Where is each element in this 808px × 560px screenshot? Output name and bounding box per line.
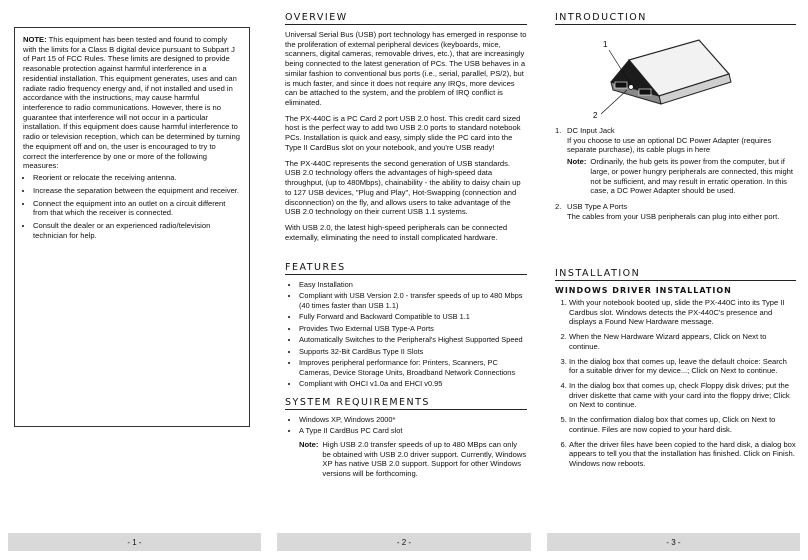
callout-1: 1	[603, 40, 608, 49]
fcc-note-text: This equipment has been tested and found to comply with the limits for a Class B digital device pursuant to Subpart J of Part 15 of FCC Rules. These limits are designed to provide reasonable protection against harmful interference in a residential installation. This equipment generates, uses and can radiate radio frequency energy and, if not installed and used in accordance with the instructions, may cause harmful interference to radio communications. However, there is no guarantee that interference will not occur in a particular installation. If this equipment does cause harmful interference to radio or television reception, which can be determined by turning the equipment off and on, the user is encouraged to try to correct the interference by one or more of the following measures:	[23, 35, 240, 171]
feature-item: • Fully Forward and Backward Compatible to USB 1.1	[299, 312, 527, 321]
item-text: If you choose to use an optional DC Power Adapter (requires separate purchase), its cable plugs in here	[567, 135, 772, 155]
note-label: Note:	[299, 439, 319, 449]
page-number: - 3 -	[666, 537, 681, 547]
install-step: 3. In the dialog box that comes up, leave the default choice: Search for a suitable driver for my device...; Click on Next to continue.	[569, 357, 796, 376]
feature-item: • Easy Installation	[299, 280, 527, 289]
item-title: DC Input Jack	[567, 126, 615, 135]
fcc-measure: • Reorient or relocate the receiving antenna.	[33, 173, 241, 183]
feature-item: • Compliant with USB Version 2.0 - transfer speeds of up to 480 Mbps (40 times faster than USB 1.1)	[299, 291, 527, 310]
dc-jack-icon	[629, 85, 634, 90]
usb-port-icon	[615, 82, 627, 88]
installation-section	[555, 268, 796, 474]
intro-item-2	[555, 202, 796, 221]
feature-item: • Provides Two External USB Type-A Ports	[299, 324, 527, 333]
driver-installation-heading: WINDOWS DRIVER INSTALLATION	[555, 286, 732, 295]
overview-paragraph: The PX-440C is a PC Card 2 port USB 2.0 host. This credit card sized host is the perfect way to add two USB 2.0 ports to standard notebook PCs. Installation is quick and easy, simply slide the PC card into the Type II CardBus slot on your notebook, and you're USB ready!	[285, 113, 521, 152]
feature-item: • Automatically Switches to the Peripheral's Highest Supported Speed	[299, 335, 527, 344]
sysreq-note	[299, 440, 527, 479]
pc-card-illustration	[579, 32, 759, 122]
feature-item: • Improves peripheral performance for: Printers, Scanners, PC Cameras, Device Storage Units, Broadband Network Connections	[299, 358, 527, 377]
install-step: 6. After the driver files have been copied to the hard disk, a dialog box appears to tell you that the installation has finished. Click on Finish. Windows now reboots.	[569, 440, 796, 469]
sysreq-item: • A Type II CardBus PC Card slot	[299, 426, 527, 435]
intro-item-1	[555, 126, 796, 196]
overview-heading: OVERVIEW	[285, 12, 348, 23]
note-text: High USB 2.0 transfer speeds of up to 480 MBps can only be obtained with USB 2.0 driver support. Currently, Windows XP has native USB 2.0 support. Support for other Windows versions will be forthcoming.	[322, 439, 527, 479]
fcc-measure: • Increase the separation between the equipment and receiver.	[33, 186, 241, 196]
features-section	[285, 262, 527, 393]
introduction-heading: INTRODUCTION	[555, 12, 647, 23]
item-number: 1.	[555, 126, 562, 135]
install-step: 4. In the dialog box that comes up, check Floppy disk drives; put the driver diskette that came with your card into the floppy drive; Click on Next to continue.	[569, 381, 796, 410]
page-number: - 2 -	[396, 537, 412, 547]
usb-port-icon	[639, 89, 651, 95]
heading-rule	[285, 274, 527, 275]
page-1	[0, 0, 269, 560]
overview-paragraph: With USB 2.0, the latest high-speed peripherals can be connected externally, eliminating the need to install complicated hardware.	[285, 222, 508, 242]
install-step: 5. In the confirmation dialog box that comes up, Click on Next to continue. Files are now copied to your hard disk.	[569, 415, 796, 434]
installation-heading: INSTALLATION	[555, 268, 641, 279]
feature-item: • Compliant with OHCI v1.0a and EHCI v0.95	[299, 379, 527, 388]
fcc-note	[23, 35, 241, 171]
item-title: USB Type A Ports	[567, 202, 628, 212]
page-number: - 1 -	[127, 537, 142, 547]
note-text: Ordinarily, the hub gets its power from the computer, but if large, or power hungry peripherals are connected, this might not be sufficient, and may result in erratic operation. In this case, a DC Power Adapter should be used.	[590, 157, 794, 196]
fcc-notice-box	[14, 27, 250, 427]
item-text: The cables from your USB peripherals can plug into either port.	[567, 211, 780, 221]
fcc-measure: • Consult the dealer or an experienced radio/television technician for help.	[33, 221, 241, 240]
fcc-measure: • Connect the equipment into an outlet on a circuit different from that which the receiver is connected.	[33, 199, 241, 218]
features-list	[285, 280, 527, 389]
page-3	[539, 0, 808, 560]
fcc-measures-list	[23, 173, 241, 240]
overview-paragraph: The PX-440C represents the second generation of USB standards. USB 2.0 technology offers the advantages of high-speed data throughput, (up to 480Mbps), chainability - the ability to daisy chain up to 127 USB devices, "Plug and Play", Hot-Swapping (connection and disconnection) on the fly, and allows users to take advantage of the USB 2.0 technology on their current USB 1.1 systems.	[285, 158, 521, 217]
installation-steps	[555, 298, 796, 469]
sysreq-item: • Windows XP, Windows 2000*	[299, 415, 527, 424]
overview-section	[285, 12, 527, 248]
install-step: 2. When the New Hardware Wizard appears, Click on Next to continue.	[569, 332, 796, 351]
fcc-note-label: NOTE:	[23, 35, 47, 44]
item-number: 2.	[555, 202, 562, 212]
callout-2: 2	[593, 111, 598, 120]
install-step: 1. With your notebook booted up, slide the PX-440C into its Type II Cardbus slot. Windows detects the PX-440C's presence and displays a Found New Hardware message.	[569, 298, 796, 327]
features-heading: FEATURES	[285, 262, 346, 273]
note-label: Note:	[567, 157, 587, 167]
page-number-footer	[547, 533, 800, 551]
heading-rule	[285, 24, 527, 25]
page-number-footer	[8, 533, 261, 551]
introduction-section	[555, 12, 796, 30]
feature-item: • Supports 32-Bit CardBus Type II Slots	[299, 347, 527, 356]
page-2	[269, 0, 539, 560]
item-note	[567, 157, 796, 196]
heading-rule	[555, 24, 796, 25]
sysreq-list	[285, 415, 527, 436]
page-number-footer	[277, 533, 531, 551]
heading-rule	[285, 409, 527, 410]
sysreq-heading: SYSTEM REQUIREMENTS	[285, 397, 430, 408]
introduction-items	[555, 126, 796, 225]
system-requirements-section	[285, 397, 527, 479]
overview-paragraph: Universal Serial Bus (USB) port technology has emerged in response to the proliferation of external peripheral devices (keyboards, mice, scanners, digital cameras, removable drives, etc.), that are increasingly being connected to the latest generation of PCs. The USB behaves in a similar fashion to conventional bus ports (i.e., serial, parallel, PS/2), but is much faster, and since it does not require any IRQs, more devices can be attached to the system, and the problem of IRQ conflict is eliminated.	[285, 30, 527, 108]
heading-rule	[555, 280, 796, 281]
